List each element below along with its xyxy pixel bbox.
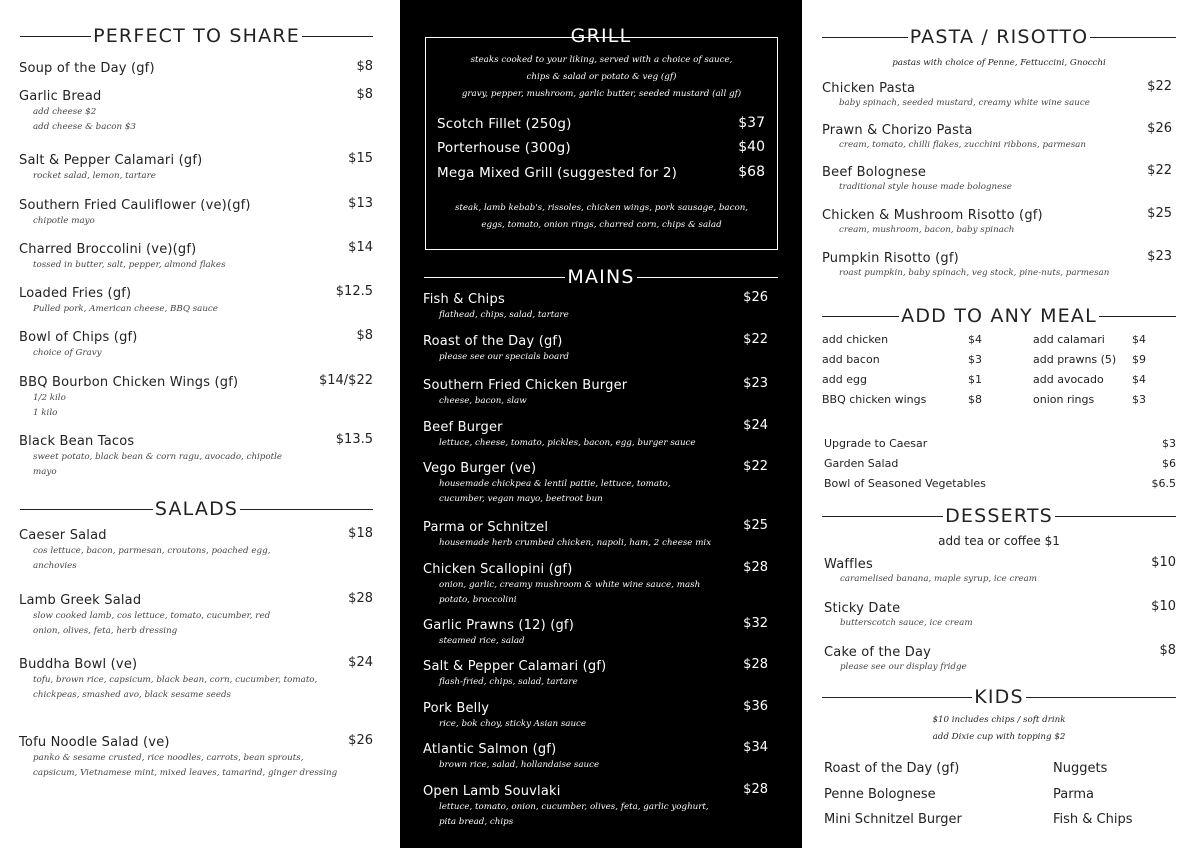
section-header-pasta [822, 26, 1176, 48]
menu-item-name: Vego Burger (ve) [423, 461, 537, 476]
menu-item-desc: traditional style house made bolognese [839, 182, 1012, 192]
grill-footer-line: steak, lamb kebab's, rissoles, chicken wings, pork sausage, bacon, [454, 203, 749, 213]
section-title: MAINS [567, 266, 635, 288]
menu-item-price: $14 [348, 240, 373, 255]
menu-item-desc: tofu, brown rice, capsicum, black bean, corn, cucumber, tomato, [33, 675, 318, 685]
menu-item-name: Chicken Scallopini (gf) [423, 562, 573, 577]
addon-name: onion rings [1033, 393, 1095, 406]
menu-item-desc: tossed in butter, salt, pepper, almond flakes [33, 260, 226, 270]
menu-item-price: $26 [1147, 121, 1172, 136]
menu-item-name: Garlic Prawns (12) (gf) [423, 618, 574, 633]
section-title: ADD TO ANY MEAL [901, 305, 1097, 327]
menu-item-name: Chicken & Mushroom Risotto (gf) [822, 208, 1043, 223]
menu-item-price: $8 [356, 328, 373, 343]
addon-name: add prawns (5) [1033, 353, 1117, 366]
desserts-note: add tea or coffee $1 [938, 534, 1060, 548]
section-header-kids [822, 686, 1176, 708]
menu-item-desc: housemade chickpea & lentil pattie, lettuce, tomato, [439, 479, 671, 489]
menu-item-price: $32 [743, 616, 768, 631]
menu-item-desc: housemade herb crumbed chicken, napoli, ham, 2 cheese mix [439, 538, 712, 548]
menu-item-desc: baby spinach, seeded mustard, creamy white wine sauce [839, 98, 1090, 108]
grill-footer-line: eggs, tomato, onion rings, charred corn, chips & salad [481, 220, 722, 230]
menu-item-price: $22 [743, 459, 768, 474]
kids-item: Nuggets [1053, 761, 1108, 776]
menu-item-price: $8 [356, 59, 373, 74]
menu-item-desc: lettuce, tomato, onion, cucumber, olives, feta, garlic yoghurt, [439, 802, 709, 812]
menu-item-name: Fish & Chips [423, 292, 505, 307]
menu-item-desc: cream, mushroom, bacon, baby spinach [839, 225, 1015, 235]
grill-item-price: $40 [738, 139, 765, 155]
menu-item-desc: flash-fried, chips, salad, tartare [439, 677, 578, 687]
menu-item-name: Tofu Noodle Salad (ve) [19, 735, 170, 750]
menu-item-desc: cream, tomato, chilli flakes, zucchini ribbons, parmesan [839, 140, 1086, 150]
kids-item: Roast of the Day (gf) [824, 761, 960, 776]
menu-item-name: Lamb Greek Salad [19, 593, 142, 608]
section-title: DESSERTS [945, 505, 1053, 527]
menu-item-name: Atlantic Salmon (gf) [423, 742, 557, 757]
addon-name: add avocado [1033, 373, 1104, 386]
extra-price: $6 [1162, 457, 1176, 470]
addon-name: BBQ chicken wings [822, 393, 927, 406]
menu-item-name: Loaded Fries (gf) [19, 286, 132, 301]
addon-name: add egg [822, 373, 867, 386]
addon-price: $3 [1132, 393, 1146, 406]
menu-item-name: Roast of the Day (gf) [423, 334, 563, 349]
menu-item-desc: mayo [33, 467, 57, 477]
menu-item-desc: add cheese $2 [33, 107, 97, 117]
menu-item-price: $14/$22 [318, 373, 373, 388]
menu-item-name: Buddha Bowl (ve) [19, 657, 138, 672]
menu-item-price: $15 [348, 151, 373, 166]
grill-intro [426, 52, 777, 103]
addon-name: add chicken [822, 333, 889, 346]
addon-price: $9 [1132, 353, 1146, 366]
menu-item-desc: flathead, chips, salad, tartare [439, 310, 569, 320]
extra-name: Upgrade to Caesar [824, 437, 928, 450]
menu-item-name: Pork Belly [423, 701, 490, 716]
menu-item-desc: onion, olives, feta, herb dressing [33, 626, 178, 636]
grill-item-price: $37 [738, 115, 765, 131]
extra-name: Garden Salad [824, 457, 899, 470]
section-title: KIDS [974, 686, 1024, 708]
grill-intro-line: chips & salad or potato & veg (gf) [526, 72, 677, 82]
addon-name: add bacon [822, 353, 880, 366]
pasta-note: pastas with choice of Penne, Fettuccini, Gnocchi [892, 58, 1106, 68]
menu-item-name: Charred Broccolini (ve)(gf) [19, 242, 197, 257]
menu-item-price: $23 [743, 376, 768, 391]
menu-item-price: $12.5 [335, 284, 373, 299]
menu-item-price: $8 [1159, 643, 1176, 658]
menu-item-name: Caeser Salad [19, 528, 107, 543]
menu-item-name: Bowl of Chips (gf) [19, 330, 138, 345]
addon-price: $4 [1132, 373, 1146, 386]
menu-item-price: $23 [1147, 249, 1172, 264]
menu-item-name: Beef Bolognese [822, 165, 927, 180]
menu-item-name: Salt & Pepper Calamari (gf) [19, 153, 203, 168]
section-title: GRILL [570, 25, 632, 47]
menu-item-name: Garlic Bread [19, 89, 102, 104]
menu-item-desc: anchovies [33, 561, 77, 571]
menu-item-price: $26 [743, 290, 768, 305]
menu-item-price: $28 [743, 782, 768, 797]
menu-item-price: $28 [743, 560, 768, 575]
addon-price: $3 [968, 353, 982, 366]
menu-item-name: Beef Burger [423, 420, 503, 435]
menu-item-price: $18 [348, 526, 373, 541]
menu-item-name: Parma or Schnitzel [423, 520, 549, 535]
menu-item-desc: roast pumpkin, baby spinach, veg stock, pine-nuts, parmesan [839, 268, 1110, 278]
menu-item-price: $10 [1151, 599, 1176, 614]
kids-note-line: $10 includes chips / soft drink [932, 715, 1066, 725]
menu-item-price: $22 [743, 332, 768, 347]
menu-item-name: Soup of the Day (gf) [19, 61, 155, 76]
section-header-salads [20, 498, 373, 520]
section-header-desserts [822, 505, 1176, 527]
menu-item-name: Sticky Date [824, 601, 901, 616]
menu-item-price: $10 [1151, 555, 1176, 570]
menu-item-desc: please see our display fridge [840, 662, 967, 672]
section-header-mains [424, 266, 778, 288]
kids-item: Mini Schnitzel Burger [824, 812, 962, 827]
menu-item-desc: caramelised banana, maple syrup, ice cream [840, 574, 1038, 584]
kids-note-line: add Dixie cup with topping $2 [932, 732, 1066, 742]
section-header-addons [822, 305, 1176, 327]
menu-item-price: $34 [743, 740, 768, 755]
menu-item-price: $13.5 [335, 432, 373, 447]
menu-item-desc: cheese, bacon, slaw [439, 396, 527, 406]
kids-item: Fish & Chips [1053, 812, 1133, 827]
addon-price: $4 [968, 333, 982, 346]
menu-item-name: Waffles [824, 557, 873, 572]
grill-intro-line: gravy, pepper, mushroom, garlic butter, seeded mustard (all gf) [461, 89, 742, 99]
menu-item-desc: chipotle mayo [33, 216, 95, 226]
addon-name: add calamari [1033, 333, 1105, 346]
right-column [802, 0, 1200, 848]
kids-item: Parma [1053, 787, 1094, 802]
menu-item-desc: add cheese & bacon $3 [33, 122, 136, 132]
menu-item-desc: rice, bok choy, sticky Asian sauce [439, 719, 587, 729]
menu-item-name: Prawn & Chorizo Pasta [822, 123, 973, 138]
extra-price: $3 [1162, 437, 1176, 450]
menu-item-price: $28 [348, 591, 373, 606]
menu-item-price: $28 [743, 657, 768, 672]
menu-item-desc: onion, garlic, creamy mushroom & white wine sauce, mash [439, 580, 701, 590]
grill-item-name: Porterhouse (300g) [437, 140, 571, 156]
grill-intro-line: steaks cooked to your liking, served with a choice of sauce, [470, 55, 733, 65]
menu-item-desc: 1/2 kilo [33, 393, 66, 403]
menu-item-desc: pita bread, chips [439, 817, 514, 827]
section-title: SALADS [154, 498, 239, 520]
kids-item: Penne Bolognese [824, 787, 936, 802]
extra-price: $6.5 [1151, 477, 1176, 490]
middle-column [400, 0, 802, 848]
menu-item-price: $26 [348, 733, 373, 748]
menu-item-desc: choice of Gravy [33, 348, 102, 358]
grill-item-price: $68 [738, 164, 765, 180]
grill-item-name: Scotch Fillet (250g) [437, 116, 572, 132]
menu-item-name: Pumpkin Risotto (gf) [822, 251, 959, 266]
menu-item-desc: rocket salad, lemon, tartare [33, 171, 156, 181]
section-title: PASTA / RISOTTO [909, 26, 1089, 48]
addon-price: $8 [968, 393, 982, 406]
menu-item-desc: brown rice, salad, hollandaise sauce [439, 760, 600, 770]
menu-item-desc: lettuce, cheese, tomato, pickles, bacon, egg, burger sauce [439, 438, 696, 448]
menu-item-desc: panko & sesame crusted, rice noodles, carrots, bean sprouts, [33, 753, 304, 763]
menu-item-desc: potato, broccolini [439, 595, 517, 605]
menu-item-name: Salt & Pepper Calamari (gf) [423, 659, 607, 674]
menu-item-desc: please see our specials board [439, 352, 569, 362]
left-column [0, 0, 400, 848]
grill-item-name: Mega Mixed Grill (suggested for 2) [437, 165, 678, 181]
menu-item-name: Southern Fried Cauliflower (ve)(gf) [19, 198, 251, 213]
extra-name: Bowl of Seasoned Vegetables [824, 477, 986, 490]
menu-item-name: Cake of the Day [824, 645, 932, 660]
addon-price: $4 [1132, 333, 1146, 346]
menu-item-desc: sweet potato, black bean & corn ragu, avocado, chipotle [33, 452, 283, 462]
section-title: PERFECT TO SHARE [93, 25, 300, 47]
grill-footer [426, 200, 777, 234]
menu-item-desc: cos lettuce, bacon, parmesan, croutons, poached egg, [33, 546, 271, 556]
menu-item-price: $13 [348, 196, 373, 211]
menu-item-price: $36 [743, 699, 768, 714]
menu-item-desc: cucumber, vegan mayo, beetroot bun [439, 494, 603, 504]
menu-item-price: $22 [1147, 163, 1172, 178]
menu-item-desc: capsicum, Vietnamese mint, mixed leaves, tamarind, ginger dressing [33, 768, 338, 778]
menu-item-price: $25 [743, 518, 768, 533]
section-header-share [20, 25, 373, 47]
menu-item-name: Chicken Pasta [822, 81, 916, 96]
menu-item-name: Open Lamb Souvlaki [423, 784, 561, 799]
menu-item-name: Black Bean Tacos [19, 434, 135, 449]
menu-item-price: $25 [1147, 206, 1172, 221]
menu-item-desc: steamed rice, salad [439, 636, 525, 646]
menu-item-desc: chickpeas, smashed avo, black sesame seeds [33, 690, 232, 700]
menu-item-price: $24 [348, 655, 373, 670]
menu-item-desc: butterscotch sauce, ice cream [840, 618, 973, 628]
menu-item-price: $24 [743, 418, 768, 433]
menu-item-name: BBQ Bourbon Chicken Wings (gf) [19, 375, 239, 390]
menu-item-desc: slow cooked lamb, cos lettuce, tomato, cucumber, red [33, 611, 271, 621]
menu-item-desc: 1 kilo [33, 408, 58, 418]
addon-price: $1 [968, 373, 982, 386]
menu-item-desc: Pulled pork, American cheese, BBQ sauce [33, 304, 218, 314]
menu-item-price: $8 [356, 87, 373, 102]
menu-item-price: $22 [1147, 79, 1172, 94]
menu-item-name: Southern Fried Chicken Burger [423, 378, 628, 393]
kids-notes [822, 712, 1176, 746]
